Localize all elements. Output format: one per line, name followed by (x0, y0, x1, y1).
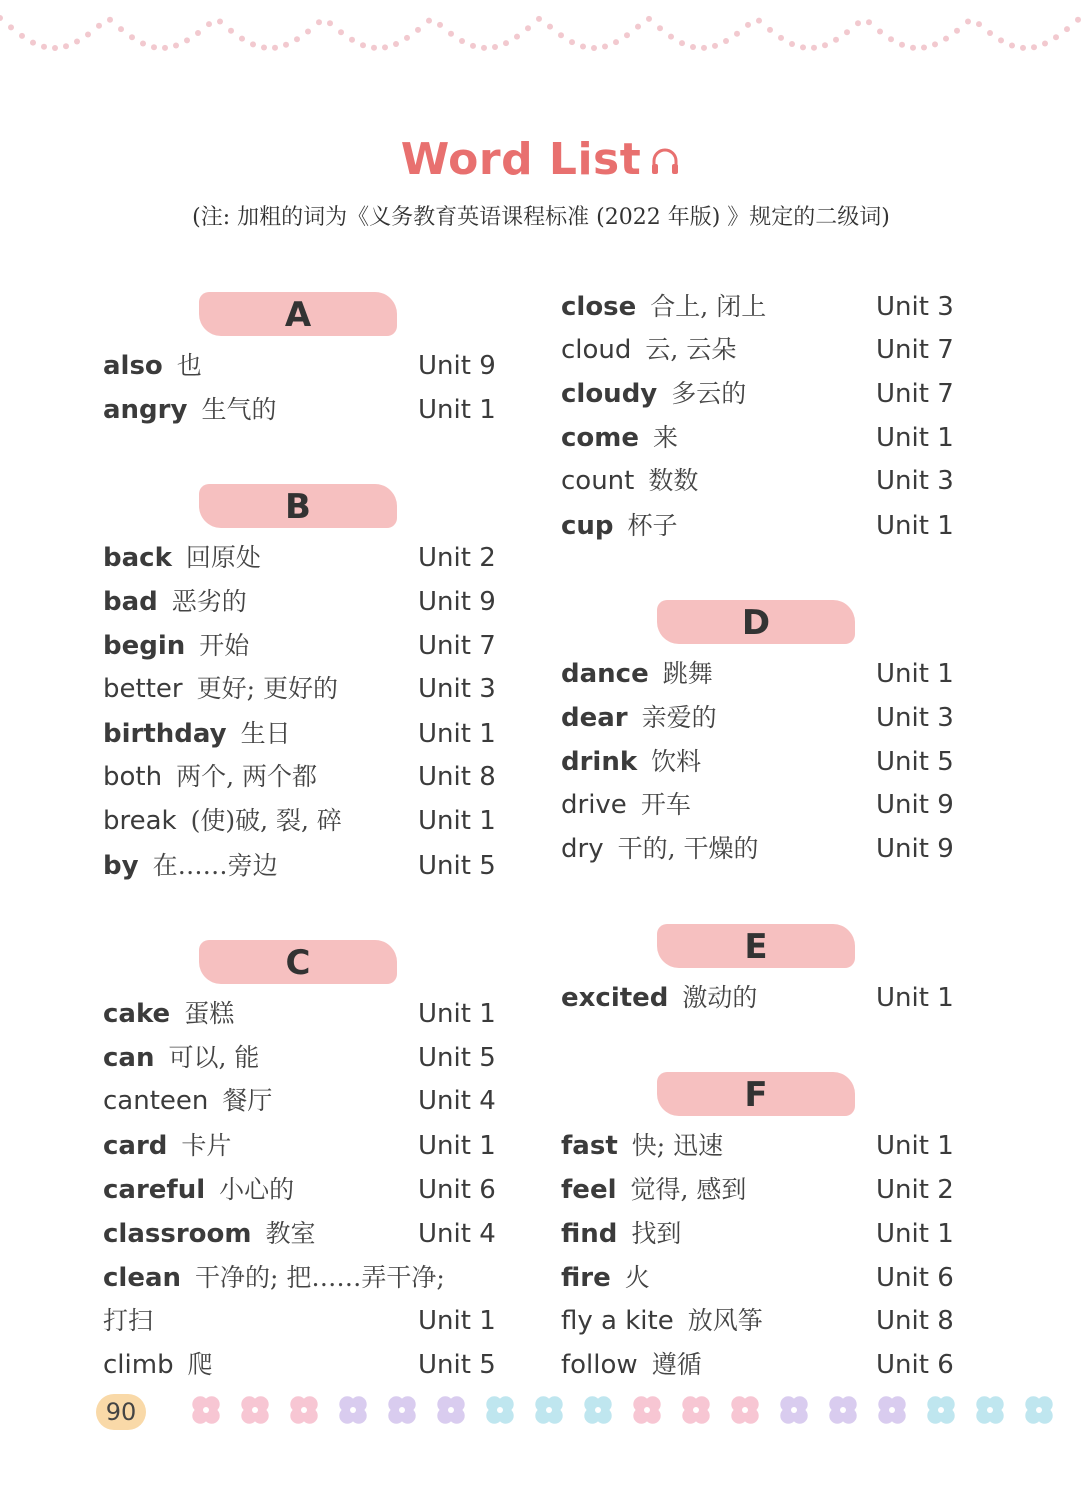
garland-dot (932, 41, 938, 47)
garland-dot (877, 29, 883, 35)
meaning: 可以, 能 (168, 1043, 260, 1072)
word: cloudy (561, 379, 658, 409)
section-badge-e: E (657, 924, 855, 968)
meaning: (使)破, 裂, 碎 (190, 806, 342, 835)
meaning: 开始 (199, 631, 250, 660)
garland-dot (657, 25, 663, 31)
word-entry (103, 846, 503, 886)
word-entry (561, 506, 961, 546)
garland-dot (1064, 26, 1070, 32)
unit: Unit 1 (418, 1131, 496, 1161)
note-text: (注: 加粗的词为《义务教育英语课程标准 (2022 年版) 》规定的二级词) (192, 205, 890, 230)
garland-dot (85, 32, 91, 38)
word: come (561, 423, 639, 453)
garland-dot (998, 37, 1004, 43)
garland-dot (624, 32, 630, 38)
flower-decoration (486, 1396, 513, 1423)
meaning: 杯子 (627, 511, 678, 540)
word-entry (103, 1345, 503, 1385)
garland-dot (272, 45, 278, 51)
garland-dot (690, 44, 696, 50)
word: dance (561, 659, 649, 689)
word-entry (103, 1081, 503, 1121)
garland-dot (129, 34, 135, 40)
meaning: 生日 (240, 719, 291, 748)
flower-decoration (780, 1396, 807, 1423)
word-entry (103, 1126, 503, 1166)
garland-dot (822, 42, 828, 48)
meaning: 卡片 (181, 1131, 232, 1160)
flower-decoration (192, 1396, 219, 1423)
unit: Unit 1 (418, 999, 496, 1029)
word-entry (561, 654, 961, 694)
garland-dot (96, 23, 102, 29)
word-entry (103, 1258, 503, 1298)
word-entry (561, 785, 961, 825)
dotted-garland-decoration (0, 0, 1082, 70)
garland-dot (910, 45, 916, 51)
garland-dot (646, 16, 652, 22)
meaning: 多云的 (671, 379, 747, 408)
unit: Unit 1 (876, 423, 954, 453)
meaning: 回原处 (185, 543, 261, 572)
garland-dot (503, 40, 509, 46)
unit: Unit 5 (876, 747, 954, 777)
section-badge-d: D (657, 600, 855, 644)
garland-dot (866, 19, 872, 25)
word: break (103, 806, 177, 836)
meaning: 蛋糕 (184, 999, 235, 1028)
garland-dot (360, 42, 366, 48)
garland-dot (239, 36, 245, 42)
garland-dot (811, 45, 817, 51)
garland-dot (173, 43, 179, 49)
headphones-icon (649, 137, 681, 188)
garland-dot (195, 30, 201, 36)
word: can (103, 1043, 155, 1073)
word: climb (103, 1350, 174, 1380)
flower-decoration (878, 1396, 905, 1423)
word: fly a kite (561, 1306, 674, 1336)
unit: Unit 5 (418, 1350, 496, 1380)
unit: Unit 1 (418, 1306, 496, 1336)
flower-decoration (731, 1396, 758, 1423)
garland-dot (382, 44, 388, 50)
meaning: 打扫 (103, 1306, 154, 1335)
garland-dot (19, 33, 25, 39)
unit: Unit 5 (418, 851, 496, 881)
flower-decoration (927, 1396, 954, 1423)
garland-dot (283, 42, 289, 48)
meaning: 火 (624, 1263, 650, 1292)
meaning: 放风筝 (687, 1306, 763, 1335)
garland-dot (470, 43, 476, 49)
page-title-text: Word List (400, 134, 642, 185)
garland-dot (63, 43, 69, 49)
garland-dot (778, 35, 784, 41)
word: fast (561, 1131, 618, 1161)
flower-decoration (388, 1396, 415, 1423)
word-entry (103, 390, 503, 430)
unit: Unit 6 (418, 1175, 496, 1205)
garland-dot (481, 45, 487, 51)
garland-dot (844, 29, 850, 35)
meaning: 教室 (265, 1219, 316, 1248)
unit: Unit 1 (876, 659, 954, 689)
garland-dot (888, 36, 894, 42)
word: better (103, 674, 183, 704)
meaning: 干的, 干燥的 (617, 834, 759, 863)
flower-decoration (290, 1396, 317, 1423)
meaning: 在……旁边 (152, 851, 278, 880)
flower-decoration (633, 1396, 660, 1423)
garland-dot (1075, 17, 1081, 23)
meaning: 遵循 (651, 1350, 702, 1379)
garland-dot (426, 18, 432, 24)
unit: Unit 7 (876, 335, 954, 365)
word: drive (561, 790, 627, 820)
garland-dot (1031, 44, 1037, 50)
garland-dot (294, 36, 300, 42)
word-entry (561, 742, 961, 782)
garland-dot (525, 25, 531, 31)
unit: Unit 1 (876, 1131, 954, 1161)
garland-dot (569, 39, 575, 45)
word: canteen (103, 1086, 209, 1116)
word-entry (561, 374, 961, 414)
word-entry (103, 714, 503, 754)
meaning: 餐厅 (222, 1086, 273, 1115)
garland-dot (437, 22, 443, 28)
word-entry (561, 1345, 961, 1385)
word-entry (103, 757, 503, 797)
word-entry (103, 626, 503, 666)
word-entry (103, 582, 503, 622)
word-entry (561, 1301, 961, 1341)
garland-dot (118, 26, 124, 32)
word-entry (561, 1214, 961, 1254)
word-entry (561, 461, 961, 501)
unit: Unit 1 (418, 395, 496, 425)
garland-dot (151, 44, 157, 50)
word-entry (561, 978, 961, 1018)
meaning: 云, 云朵 (645, 335, 737, 364)
garland-dot (349, 37, 355, 43)
word: find (561, 1219, 618, 1249)
garland-dot (536, 16, 542, 22)
section-badge-a: A (199, 292, 397, 336)
unit: Unit 4 (418, 1219, 496, 1249)
garland-dot (745, 22, 751, 28)
meaning: 恶劣的 (171, 587, 247, 616)
garland-dot (206, 21, 212, 27)
garland-dot (459, 38, 465, 44)
flower-decoration (584, 1396, 611, 1423)
garland-dot (602, 44, 608, 50)
unit: Unit 1 (418, 719, 496, 749)
garland-dot (800, 44, 806, 50)
garland-dot (767, 27, 773, 33)
word-entry (103, 538, 503, 578)
garland-dot (613, 39, 619, 45)
meaning: 两个, 两个都 (176, 762, 317, 791)
unit: Unit 7 (418, 631, 496, 661)
word: by (103, 851, 139, 881)
unit: Unit 1 (876, 1219, 954, 1249)
garland-dot (668, 34, 674, 40)
word: birthday (103, 719, 227, 749)
garland-dot (338, 29, 344, 35)
word-entry (561, 1126, 961, 1166)
word: clean (103, 1263, 182, 1293)
word-entry (561, 330, 961, 370)
word: drink (561, 747, 638, 777)
unit: Unit 1 (418, 806, 496, 836)
unit: Unit 3 (876, 703, 954, 733)
garland-dot (74, 39, 80, 45)
word: angry (103, 395, 188, 425)
word-entry (103, 1301, 503, 1341)
meaning: 来 (653, 423, 679, 452)
section-badge-b: B (199, 484, 397, 528)
word: fire (561, 1263, 611, 1293)
flower-decoration (339, 1396, 366, 1423)
unit: Unit 3 (876, 292, 954, 322)
meaning: 快; 迅速 (631, 1131, 724, 1160)
garland-dot (305, 29, 311, 35)
meaning: 小心的 (219, 1175, 295, 1204)
garland-dot (635, 24, 641, 30)
garland-dot (1053, 34, 1059, 40)
meaning: 激动的 (682, 983, 758, 1012)
page-number: 90 (96, 1394, 146, 1430)
garland-dot (30, 40, 36, 46)
word-entry (103, 994, 503, 1034)
unit: Unit 1 (876, 511, 954, 541)
word: dry (561, 834, 604, 864)
word: cup (561, 511, 614, 541)
word: begin (103, 631, 186, 661)
flower-decoration (437, 1396, 464, 1423)
garland-dot (701, 45, 707, 51)
unit: Unit 9 (876, 790, 954, 820)
garland-dot (855, 20, 861, 26)
garland-dot (943, 36, 949, 42)
unit: Unit 8 (876, 1306, 954, 1336)
word: both (103, 762, 163, 792)
meaning: 生气的 (201, 395, 277, 424)
word: bad (103, 587, 158, 617)
garland-dot (1020, 45, 1026, 51)
garland-dot (217, 19, 223, 25)
section-badge-c: C (199, 940, 397, 984)
unit: Unit 2 (876, 1175, 954, 1205)
word: feel (561, 1175, 617, 1205)
word: careful (103, 1175, 206, 1205)
garland-dot (492, 44, 498, 50)
word-entry (561, 698, 961, 738)
garland-dot (954, 28, 960, 34)
garland-dot (712, 43, 718, 49)
word: classroom (103, 1219, 252, 1249)
garland-dot (558, 32, 564, 38)
word: card (103, 1131, 168, 1161)
meaning: 开车 (640, 790, 691, 819)
word: back (103, 543, 172, 573)
garland-dot (140, 41, 146, 47)
unit: Unit 6 (876, 1263, 954, 1293)
word: dear (561, 703, 628, 733)
garland-dot (833, 37, 839, 43)
flower-decoration (241, 1396, 268, 1423)
garland-dot (547, 24, 553, 30)
word-entry (103, 1214, 503, 1254)
word: cloud (561, 335, 632, 365)
meaning: 合上, 闭上 (650, 292, 767, 321)
word: count (561, 466, 635, 496)
unit: Unit 2 (418, 543, 496, 573)
flower-decoration (682, 1396, 709, 1423)
garland-dot (8, 24, 14, 30)
unit: Unit 1 (876, 983, 954, 1013)
garland-dot (591, 45, 597, 51)
meaning: 更好; 更好的 (196, 674, 338, 703)
garland-dot (404, 35, 410, 41)
garland-dot (756, 18, 762, 24)
word-entry (103, 669, 503, 709)
garland-dot (899, 42, 905, 48)
unit: Unit 5 (418, 1043, 496, 1073)
garland-dot (580, 44, 586, 50)
garland-dot (514, 34, 520, 40)
garland-dot (371, 45, 377, 51)
garland-dot (184, 37, 190, 43)
word-entry (103, 346, 503, 386)
unit: Unit 9 (418, 351, 496, 381)
section-badge-f: F (657, 1072, 855, 1116)
unit: Unit 4 (418, 1086, 496, 1116)
garland-dot (1042, 41, 1048, 47)
garland-dot (789, 41, 795, 47)
flower-decoration (976, 1396, 1003, 1423)
flower-decoration (535, 1396, 562, 1423)
garland-dot (327, 20, 333, 26)
word-entry (103, 1038, 503, 1078)
garland-dot (228, 28, 234, 34)
unit: Unit 8 (418, 762, 496, 792)
unit: Unit 9 (418, 587, 496, 617)
meaning: 干净的; 把……弄干净; (195, 1263, 445, 1292)
unit: Unit 6 (876, 1350, 954, 1380)
word: cake (103, 999, 171, 1029)
garland-dot (107, 17, 113, 23)
meaning: 跳舞 (662, 659, 713, 688)
word-entry (561, 287, 961, 327)
meaning: 爬 (187, 1350, 213, 1379)
garland-dot (976, 21, 982, 27)
page-title (0, 134, 1082, 188)
unit: Unit 9 (876, 834, 954, 864)
unit: Unit 7 (876, 379, 954, 409)
garland-dot (316, 19, 322, 25)
meaning: 觉得, 感到 (630, 1175, 747, 1204)
word-entry (561, 418, 961, 458)
word-entry (561, 1170, 961, 1210)
garland-dot (393, 41, 399, 47)
garland-dot (679, 40, 685, 46)
garland-dot (448, 31, 454, 37)
word: close (561, 292, 637, 322)
garland-dot (250, 41, 256, 47)
word-entry (561, 1258, 961, 1298)
garland-dot (965, 19, 971, 25)
word: follow (561, 1350, 638, 1380)
word: excited (561, 983, 669, 1013)
garland-dot (921, 45, 927, 51)
unit: Unit 3 (418, 674, 496, 704)
word-entry (561, 829, 961, 869)
flower-decoration (829, 1396, 856, 1423)
flower-decoration (1025, 1396, 1052, 1423)
garland-dot (162, 45, 168, 51)
garland-dot (987, 30, 993, 36)
flower-border-decoration (180, 1386, 1082, 1436)
garland-dot (1009, 43, 1015, 49)
garland-dot (0, 15, 3, 21)
meaning: 饮料 (651, 747, 702, 776)
garland-dot (415, 27, 421, 33)
word: also (103, 351, 163, 381)
garland-dot (723, 38, 729, 44)
unit: Unit 3 (876, 466, 954, 496)
meaning: 数数 (648, 466, 699, 495)
meaning: 找到 (631, 1219, 682, 1248)
garland-dot (261, 45, 267, 51)
word-entry (103, 801, 503, 841)
garland-dot (734, 31, 740, 37)
meaning: 亲爱的 (641, 703, 717, 732)
garland-dot (52, 45, 58, 51)
meaning: 也 (176, 351, 202, 380)
garland-dot (41, 44, 47, 50)
word-entry (103, 1170, 503, 1210)
